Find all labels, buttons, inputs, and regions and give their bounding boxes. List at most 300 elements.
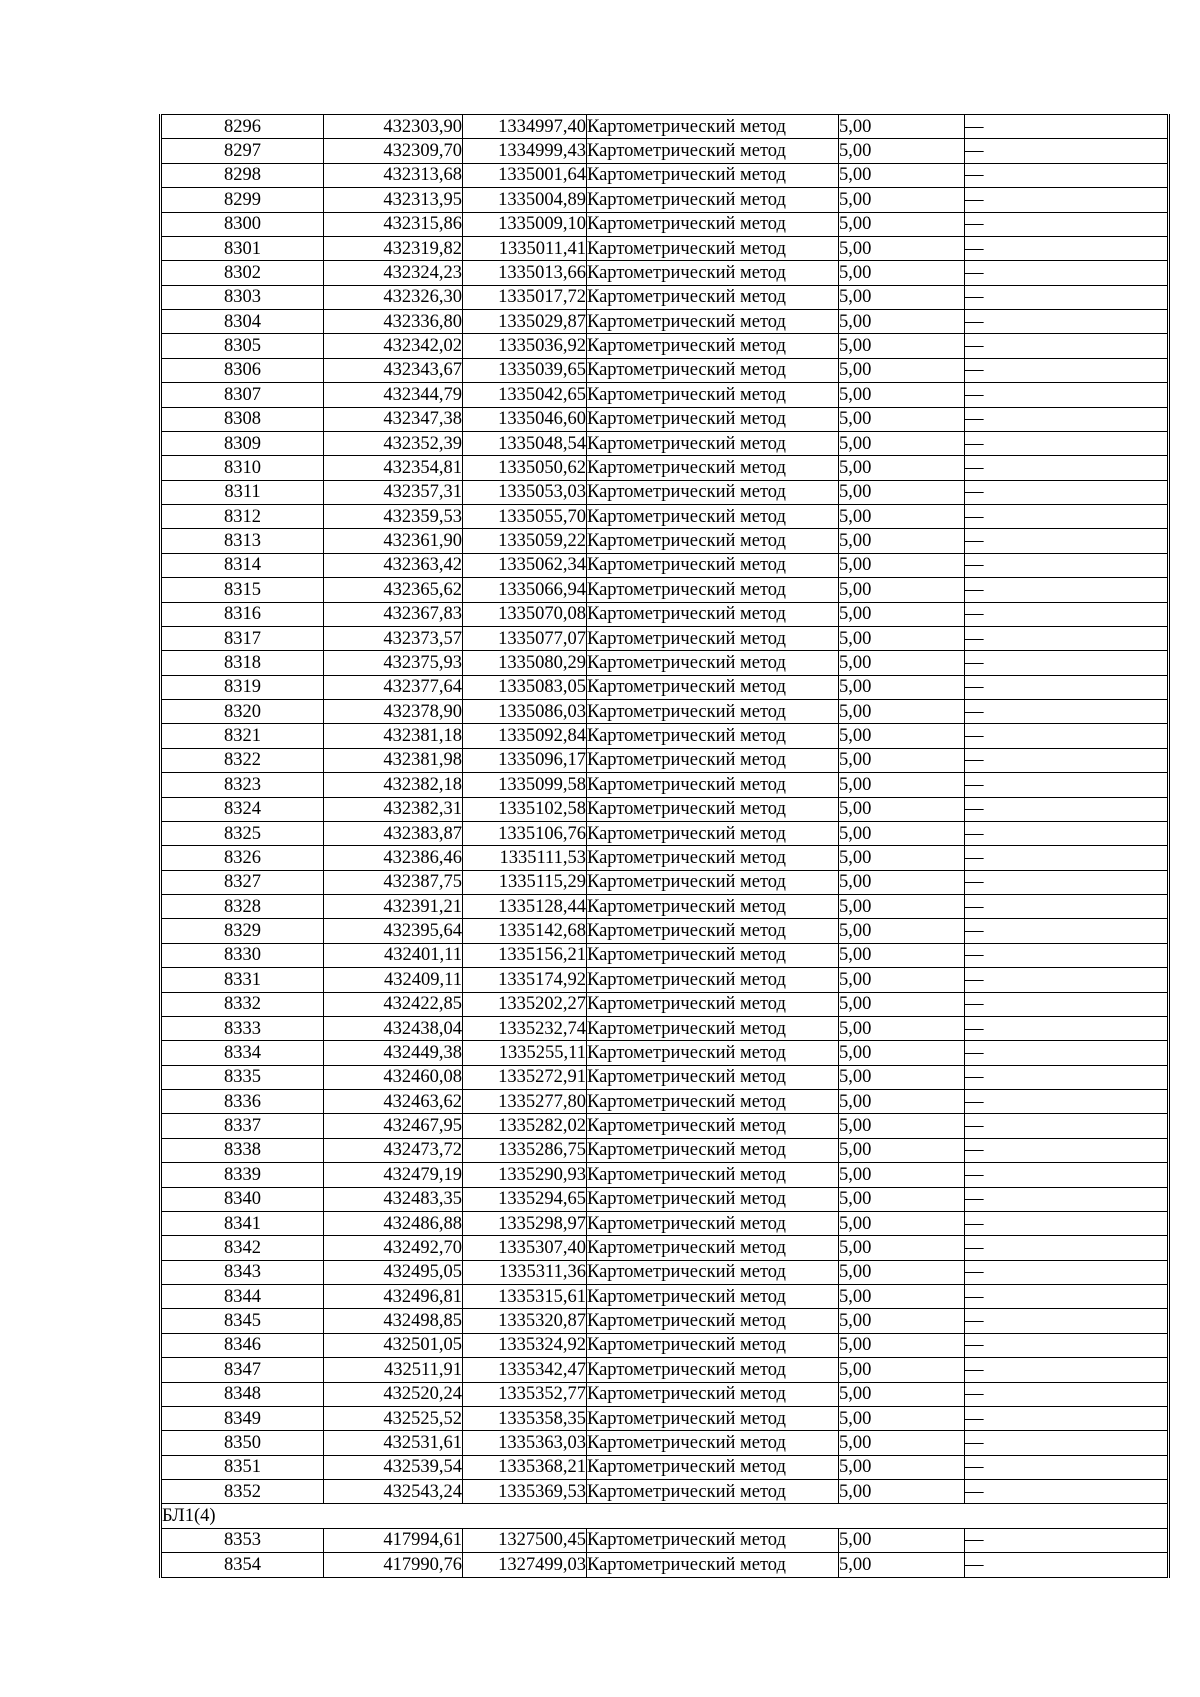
point-number-cell: 8304 [161,310,324,334]
point-number-cell: 8300 [161,212,324,236]
coordinates-table-body [161,115,1169,1578]
point-number-cell: 8331 [161,968,324,992]
point-number-cell: 8343 [161,1260,324,1284]
description-cell: — [965,285,1169,309]
description-cell: — [965,163,1169,187]
method-cell: Картометрический метод [587,797,839,821]
x-coordinate-cell: 432313,95 [324,188,463,212]
accuracy-cell: 5,00 [839,1163,965,1187]
y-coordinate-cell: 1335174,92 [463,968,587,992]
accuracy-cell: 5,00 [839,1090,965,1114]
y-coordinate-cell: 1335046,60 [463,407,587,431]
y-coordinate-cell: 1335342,47 [463,1358,587,1382]
method-cell: Картометрический метод [587,700,839,724]
y-coordinate-cell: 1335324,92 [463,1333,587,1357]
y-coordinate-cell: 1335096,17 [463,748,587,772]
y-coordinate-cell: 1335232,74 [463,1016,587,1040]
section-row [161,1504,1169,1528]
y-coordinate-cell: 1335156,21 [463,943,587,967]
method-cell: Картометрический метод [587,188,839,212]
x-coordinate-cell: 432496,81 [324,1285,463,1309]
y-coordinate-cell: 1335202,27 [463,992,587,1016]
y-coordinate-cell: 1327500,45 [463,1528,587,1552]
description-cell: — [965,1211,1169,1235]
method-cell: Картометрический метод [587,773,839,797]
table-row [161,797,1169,821]
method-cell: Картометрический метод [587,310,839,334]
table-row [161,943,1169,967]
x-coordinate-cell: 432382,31 [324,797,463,821]
section-label: БЛ1(4) [161,1504,1169,1528]
x-coordinate-cell: 432324,23 [324,261,463,285]
accuracy-cell: 5,00 [839,821,965,845]
accuracy-cell: 5,00 [839,553,965,577]
method-cell: Картометрический метод [587,407,839,431]
x-coordinate-cell: 432463,62 [324,1090,463,1114]
method-cell: Картометрический метод [587,1211,839,1235]
accuracy-cell: 5,00 [839,1455,965,1479]
x-coordinate-cell: 432387,75 [324,870,463,894]
point-number-cell: 8317 [161,626,324,650]
description-cell: — [965,1455,1169,1479]
table-row [161,846,1169,870]
table-row [161,1553,1169,1577]
point-number-cell: 8350 [161,1431,324,1455]
x-coordinate-cell: 432367,83 [324,602,463,626]
point-number-cell: 8309 [161,431,324,455]
method-cell: Картометрический метод [587,553,839,577]
accuracy-cell: 5,00 [839,285,965,309]
description-cell: — [965,1016,1169,1040]
accuracy-cell: 5,00 [839,748,965,772]
x-coordinate-cell: 432525,52 [324,1406,463,1430]
accuracy-cell: 5,00 [839,773,965,797]
accuracy-cell: 5,00 [839,1236,965,1260]
description-cell: — [965,992,1169,1016]
y-coordinate-cell: 1335092,84 [463,724,587,748]
table-row [161,1041,1169,1065]
table-row [161,821,1169,845]
y-coordinate-cell: 1335115,29 [463,870,587,894]
description-cell: — [965,1553,1169,1577]
table-row [161,1431,1169,1455]
table-row [161,1090,1169,1114]
description-cell: — [965,1406,1169,1430]
point-number-cell: 8345 [161,1309,324,1333]
accuracy-cell: 5,00 [839,1016,965,1040]
method-cell: Картометрический метод [587,1114,839,1138]
description-cell: — [965,578,1169,602]
point-number-cell: 8349 [161,1406,324,1430]
y-coordinate-cell: 1335286,75 [463,1138,587,1162]
description-cell: — [965,1260,1169,1284]
description-cell: — [965,456,1169,480]
y-coordinate-cell: 1335352,77 [463,1382,587,1406]
method-cell: Картометрический метод [587,895,839,919]
point-number-cell: 8348 [161,1382,324,1406]
y-coordinate-cell: 1335083,05 [463,675,587,699]
x-coordinate-cell: 432486,88 [324,1211,463,1235]
x-coordinate-cell: 432381,98 [324,748,463,772]
x-coordinate-cell: 417994,61 [324,1528,463,1552]
y-coordinate-cell: 1335062,34 [463,553,587,577]
table-row [161,1528,1169,1552]
description-cell: — [965,1309,1169,1333]
description-cell: — [965,602,1169,626]
description-cell: — [965,773,1169,797]
y-coordinate-cell: 1335053,03 [463,480,587,504]
accuracy-cell: 5,00 [839,651,965,675]
method-cell: Картометрический метод [587,1431,839,1455]
point-number-cell: 8296 [161,115,324,139]
method-cell: Картометрический метод [587,1480,839,1504]
x-coordinate-cell: 432483,35 [324,1187,463,1211]
accuracy-cell: 5,00 [839,456,965,480]
x-coordinate-cell: 432375,93 [324,651,463,675]
accuracy-cell: 5,00 [839,1260,965,1284]
x-coordinate-cell: 432492,70 [324,1236,463,1260]
x-coordinate-cell: 432354,81 [324,456,463,480]
method-cell: Картометрический метод [587,1455,839,1479]
x-coordinate-cell: 417990,76 [324,1553,463,1577]
x-coordinate-cell: 432373,57 [324,626,463,650]
y-coordinate-cell: 1335077,07 [463,626,587,650]
y-coordinate-cell: 1335358,35 [463,1406,587,1430]
y-coordinate-cell: 1335106,76 [463,821,587,845]
x-coordinate-cell: 432438,04 [324,1016,463,1040]
table-row [161,383,1169,407]
table-row [161,1065,1169,1089]
x-coordinate-cell: 432347,38 [324,407,463,431]
method-cell: Картометрический метод [587,456,839,480]
accuracy-cell: 5,00 [839,1553,965,1577]
method-cell: Картометрический метод [587,943,839,967]
point-number-cell: 8322 [161,748,324,772]
accuracy-cell: 5,00 [839,334,965,358]
y-coordinate-cell: 1335102,58 [463,797,587,821]
x-coordinate-cell: 432473,72 [324,1138,463,1162]
method-cell: Картометрический метод [587,1528,839,1552]
table-row [161,675,1169,699]
x-coordinate-cell: 432539,54 [324,1455,463,1479]
x-coordinate-cell: 432313,68 [324,163,463,187]
description-cell: — [965,1187,1169,1211]
table-row [161,1333,1169,1357]
y-coordinate-cell: 1335013,66 [463,261,587,285]
method-cell: Картометрический метод [587,139,839,163]
y-coordinate-cell: 1335368,21 [463,1455,587,1479]
method-cell: Картометрический метод [587,992,839,1016]
accuracy-cell: 5,00 [839,1309,965,1333]
method-cell: Картометрический метод [587,968,839,992]
point-number-cell: 8332 [161,992,324,1016]
description-cell: — [965,1480,1169,1504]
x-coordinate-cell: 432359,53 [324,505,463,529]
accuracy-cell: 5,00 [839,431,965,455]
y-coordinate-cell: 1335255,11 [463,1041,587,1065]
description-cell: — [965,1431,1169,1455]
description-cell: — [965,821,1169,845]
description-cell: — [965,1138,1169,1162]
table-row [161,1236,1169,1260]
accuracy-cell: 5,00 [839,480,965,504]
table-row [161,1138,1169,1162]
table-row [161,261,1169,285]
table-row [161,748,1169,772]
table-row [161,724,1169,748]
point-number-cell: 8347 [161,1358,324,1382]
method-cell: Картометрический метод [587,1333,839,1357]
point-number-cell: 8333 [161,1016,324,1040]
x-coordinate-cell: 432409,11 [324,968,463,992]
description-cell: — [965,480,1169,504]
table-row [161,431,1169,455]
y-coordinate-cell: 1335099,58 [463,773,587,797]
accuracy-cell: 5,00 [839,310,965,334]
description-cell: — [965,553,1169,577]
y-coordinate-cell: 1335128,44 [463,895,587,919]
point-number-cell: 8354 [161,1553,324,1577]
method-cell: Картометрический метод [587,724,839,748]
y-coordinate-cell: 1335004,89 [463,188,587,212]
accuracy-cell: 5,00 [839,407,965,431]
table-row [161,163,1169,187]
x-coordinate-cell: 432479,19 [324,1163,463,1187]
method-cell: Картометрический метод [587,529,839,553]
description-cell: — [965,358,1169,382]
accuracy-cell: 5,00 [839,943,965,967]
table-row [161,626,1169,650]
accuracy-cell: 5,00 [839,188,965,212]
x-coordinate-cell: 432377,64 [324,675,463,699]
table-row [161,115,1169,139]
y-coordinate-cell: 1335320,87 [463,1309,587,1333]
description-cell: — [965,1333,1169,1357]
description-cell: — [965,1358,1169,1382]
description-cell: — [965,651,1169,675]
accuracy-cell: 5,00 [839,1187,965,1211]
method-cell: Картометрический метод [587,431,839,455]
x-coordinate-cell: 432501,05 [324,1333,463,1357]
table-row [161,1187,1169,1211]
point-number-cell: 8306 [161,358,324,382]
y-coordinate-cell: 1335059,22 [463,529,587,553]
accuracy-cell: 5,00 [839,505,965,529]
table-row [161,212,1169,236]
point-number-cell: 8313 [161,529,324,553]
y-coordinate-cell: 1335298,97 [463,1211,587,1235]
table-row [161,529,1169,553]
description-cell: — [965,188,1169,212]
method-cell: Картометрический метод [587,1138,839,1162]
point-number-cell: 8353 [161,1528,324,1552]
accuracy-cell: 5,00 [839,846,965,870]
y-coordinate-cell: 1335290,93 [463,1163,587,1187]
point-number-cell: 8314 [161,553,324,577]
method-cell: Картометрический метод [587,1285,839,1309]
table-row [161,358,1169,382]
table-row [161,480,1169,504]
point-number-cell: 8335 [161,1065,324,1089]
description-cell: — [965,919,1169,943]
table-row [161,602,1169,626]
accuracy-cell: 5,00 [839,992,965,1016]
description-cell: — [965,748,1169,772]
x-coordinate-cell: 432344,79 [324,383,463,407]
point-number-cell: 8298 [161,163,324,187]
table-row [161,139,1169,163]
table-row [161,919,1169,943]
method-cell: Картометрический метод [587,1553,839,1577]
method-cell: Картометрический метод [587,1065,839,1089]
point-number-cell: 8337 [161,1114,324,1138]
description-cell: — [965,1065,1169,1089]
table-row [161,578,1169,602]
point-number-cell: 8351 [161,1455,324,1479]
point-number-cell: 8328 [161,895,324,919]
description-cell: — [965,1236,1169,1260]
point-number-cell: 8302 [161,261,324,285]
method-cell: Картометрический метод [587,675,839,699]
x-coordinate-cell: 432391,21 [324,895,463,919]
point-number-cell: 8301 [161,236,324,260]
point-number-cell: 8316 [161,602,324,626]
description-cell: — [965,505,1169,529]
y-coordinate-cell: 1335294,65 [463,1187,587,1211]
x-coordinate-cell: 432365,62 [324,578,463,602]
description-cell: — [965,529,1169,553]
y-coordinate-cell: 1335282,02 [463,1114,587,1138]
point-number-cell: 8320 [161,700,324,724]
table-row [161,188,1169,212]
point-number-cell: 8315 [161,578,324,602]
point-number-cell: 8346 [161,1333,324,1357]
y-coordinate-cell: 1335272,91 [463,1065,587,1089]
method-cell: Картометрический метод [587,163,839,187]
point-number-cell: 8318 [161,651,324,675]
y-coordinate-cell: 1334999,43 [463,139,587,163]
y-coordinate-cell: 1335055,70 [463,505,587,529]
method-cell: Картометрический метод [587,358,839,382]
y-coordinate-cell: 1335001,64 [463,163,587,187]
accuracy-cell: 5,00 [839,212,965,236]
table-row [161,1211,1169,1235]
y-coordinate-cell: 1335363,03 [463,1431,587,1455]
method-cell: Картометрический метод [587,651,839,675]
point-number-cell: 8330 [161,943,324,967]
accuracy-cell: 5,00 [839,870,965,894]
x-coordinate-cell: 432361,90 [324,529,463,553]
description-cell: — [965,1163,1169,1187]
method-cell: Картометрический метод [587,115,839,139]
method-cell: Картометрический метод [587,1090,839,1114]
accuracy-cell: 5,00 [839,895,965,919]
description-cell: — [965,1114,1169,1138]
accuracy-cell: 5,00 [839,383,965,407]
method-cell: Картометрический метод [587,1041,839,1065]
table-row [161,1163,1169,1187]
accuracy-cell: 5,00 [839,115,965,139]
x-coordinate-cell: 432511,91 [324,1358,463,1382]
description-cell: — [965,797,1169,821]
description-cell: — [965,261,1169,285]
method-cell: Картометрический метод [587,1382,839,1406]
accuracy-cell: 5,00 [839,1480,965,1504]
point-number-cell: 8344 [161,1285,324,1309]
x-coordinate-cell: 432343,67 [324,358,463,382]
accuracy-cell: 5,00 [839,1333,965,1357]
description-cell: — [965,626,1169,650]
x-coordinate-cell: 432467,95 [324,1114,463,1138]
y-coordinate-cell: 1335036,92 [463,334,587,358]
accuracy-cell: 5,00 [839,675,965,699]
table-row [161,1455,1169,1479]
table-row [161,1260,1169,1284]
table-row [161,334,1169,358]
x-coordinate-cell: 432531,61 [324,1431,463,1455]
description-cell: — [965,846,1169,870]
table-row [161,870,1169,894]
table-row [161,1406,1169,1430]
point-number-cell: 8297 [161,139,324,163]
method-cell: Картометрический метод [587,870,839,894]
table-row [161,1382,1169,1406]
y-coordinate-cell: 1335311,36 [463,1260,587,1284]
description-cell: — [965,139,1169,163]
method-cell: Картометрический метод [587,1406,839,1430]
method-cell: Картометрический метод [587,334,839,358]
accuracy-cell: 5,00 [839,236,965,260]
point-number-cell: 8339 [161,1163,324,1187]
accuracy-cell: 5,00 [839,1382,965,1406]
table-row [161,505,1169,529]
point-number-cell: 8323 [161,773,324,797]
method-cell: Картометрический метод [587,846,839,870]
point-number-cell: 8321 [161,724,324,748]
x-coordinate-cell: 432460,08 [324,1065,463,1089]
point-number-cell: 8299 [161,188,324,212]
description-cell: — [965,1090,1169,1114]
y-coordinate-cell: 1327499,03 [463,1553,587,1577]
y-coordinate-cell: 1335017,72 [463,285,587,309]
point-number-cell: 8324 [161,797,324,821]
x-coordinate-cell: 432319,82 [324,236,463,260]
accuracy-cell: 5,00 [839,1041,965,1065]
y-coordinate-cell: 1335111,53 [463,846,587,870]
table-row [161,992,1169,1016]
accuracy-cell: 5,00 [839,1114,965,1138]
accuracy-cell: 5,00 [839,724,965,748]
method-cell: Картометрический метод [587,285,839,309]
y-coordinate-cell: 1335070,08 [463,602,587,626]
description-cell: — [965,383,1169,407]
y-coordinate-cell: 1335050,62 [463,456,587,480]
point-number-cell: 8310 [161,456,324,480]
method-cell: Картометрический метод [587,480,839,504]
description-cell: — [965,675,1169,699]
method-cell: Картометрический метод [587,1358,839,1382]
method-cell: Картометрический метод [587,748,839,772]
x-coordinate-cell: 432342,02 [324,334,463,358]
table-row [161,285,1169,309]
method-cell: Картометрический метод [587,1016,839,1040]
y-coordinate-cell: 1335029,87 [463,310,587,334]
table-row [161,651,1169,675]
x-coordinate-cell: 432383,87 [324,821,463,845]
x-coordinate-cell: 432315,86 [324,212,463,236]
point-number-cell: 8329 [161,919,324,943]
table-row [161,1016,1169,1040]
